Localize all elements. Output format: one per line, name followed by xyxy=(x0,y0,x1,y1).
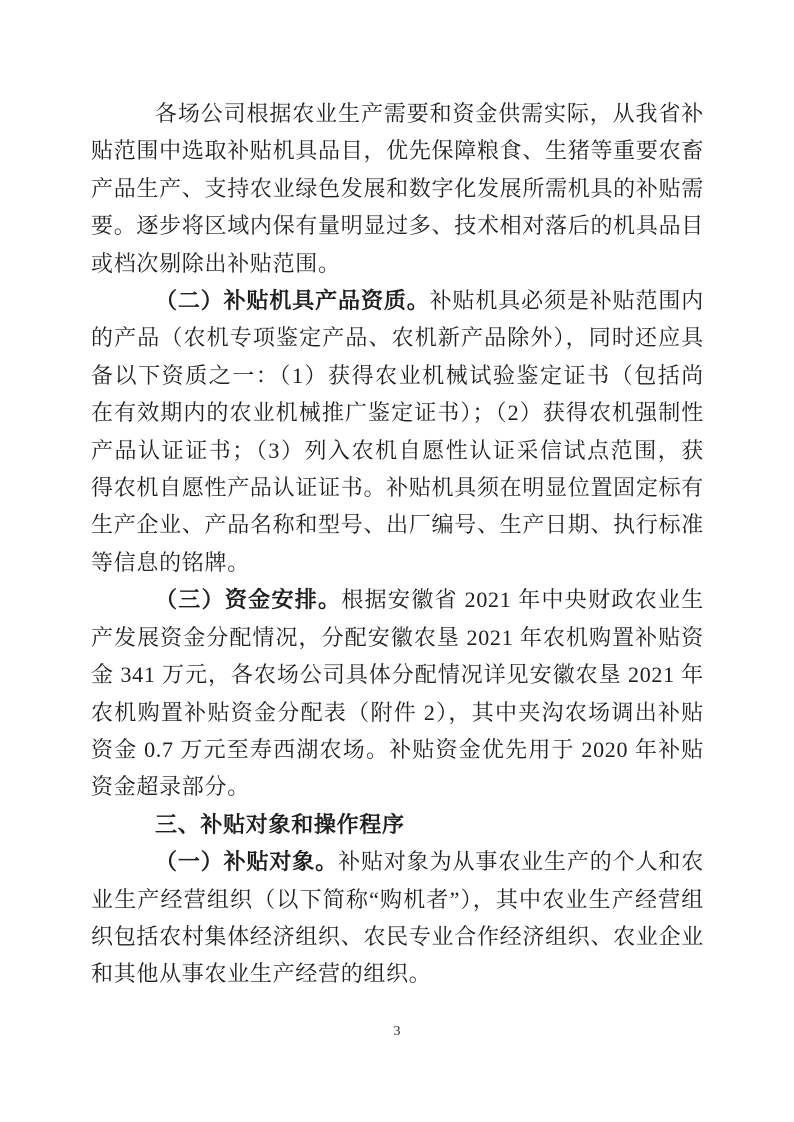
paragraph-subsidy-targets xyxy=(91,843,704,993)
document-body xyxy=(91,95,704,993)
section-heading-subsidy-targets xyxy=(91,806,704,843)
paragraph-machine-qualifications xyxy=(91,282,704,581)
paragraph-subsidy-needs xyxy=(91,95,704,282)
page-number: 3 xyxy=(393,1024,401,1039)
paragraph-subsidy-targets-text: 补贴对象为从事农业生产的个人和农业生产经营组织（以下简称“购机者”），其中农业生产经营组织包括农村集体经济组织、农民专业合作经济组织、农业企业和其他从事农业生产经营的组织。 xyxy=(91,849,704,987)
paragraph-fund-arrangement-text: 根据安徽省 2021 年中央财政农业生产发展资金分配情况，分配安徽农垦 2021 年农机购置补贴资金 341 万元，各农场公司具体分配情况详见安徽农垦 2021 年农机购置补贴资金分配表（附件 2），其中夹沟农场调出补贴资金 0.7 万元至寿西湖农场。补贴资金优先用于 2020 年补贴资金超录部分。 xyxy=(91,587,704,800)
paragraph-fund-arrangement xyxy=(91,581,704,805)
paragraph-machine-qualifications-lead: （二）补贴机具产品资质。 xyxy=(155,288,430,314)
section-heading-subsidy-targets-text: 三、补贴对象和操作程序 xyxy=(155,811,405,837)
paragraph-subsidy-targets-lead: （一）补贴对象。 xyxy=(155,849,339,875)
paragraph-fund-arrangement-lead: （三）资金安排。 xyxy=(155,587,342,613)
paragraph-subsidy-needs-text: 各场公司根据农业生产需要和资金供需实际，从我省补贴范围中选取补贴机具品目，优先保障粮食、生猪等重要农畜产品生产、支持农业绿色发展和数字化发展所需机具的补贴需要。逐步将区域内保有量明显过多、技术相对落后的机具品目或档次剔除出补贴范围。 xyxy=(91,101,704,276)
paragraph-machine-qualifications-text: 补贴机具必须是补贴范围内的产品（农机专项鉴定产品、农机新产品除外），同时还应具备以下资质之一：（1）获得农业机械试验鉴定证书（包括尚在有效期内的农业机械推广鉴定证书）；（2）获得农机强制性产品认证证书；（3）列入农机自愿性认证采信试点范围，获得农机自愿性产品认证证书。补贴机具须在明显位置固定标有生产企业、产品名称和型号、出厂编号、生产日期、执行标准等信息的铭牌。 xyxy=(91,288,704,575)
